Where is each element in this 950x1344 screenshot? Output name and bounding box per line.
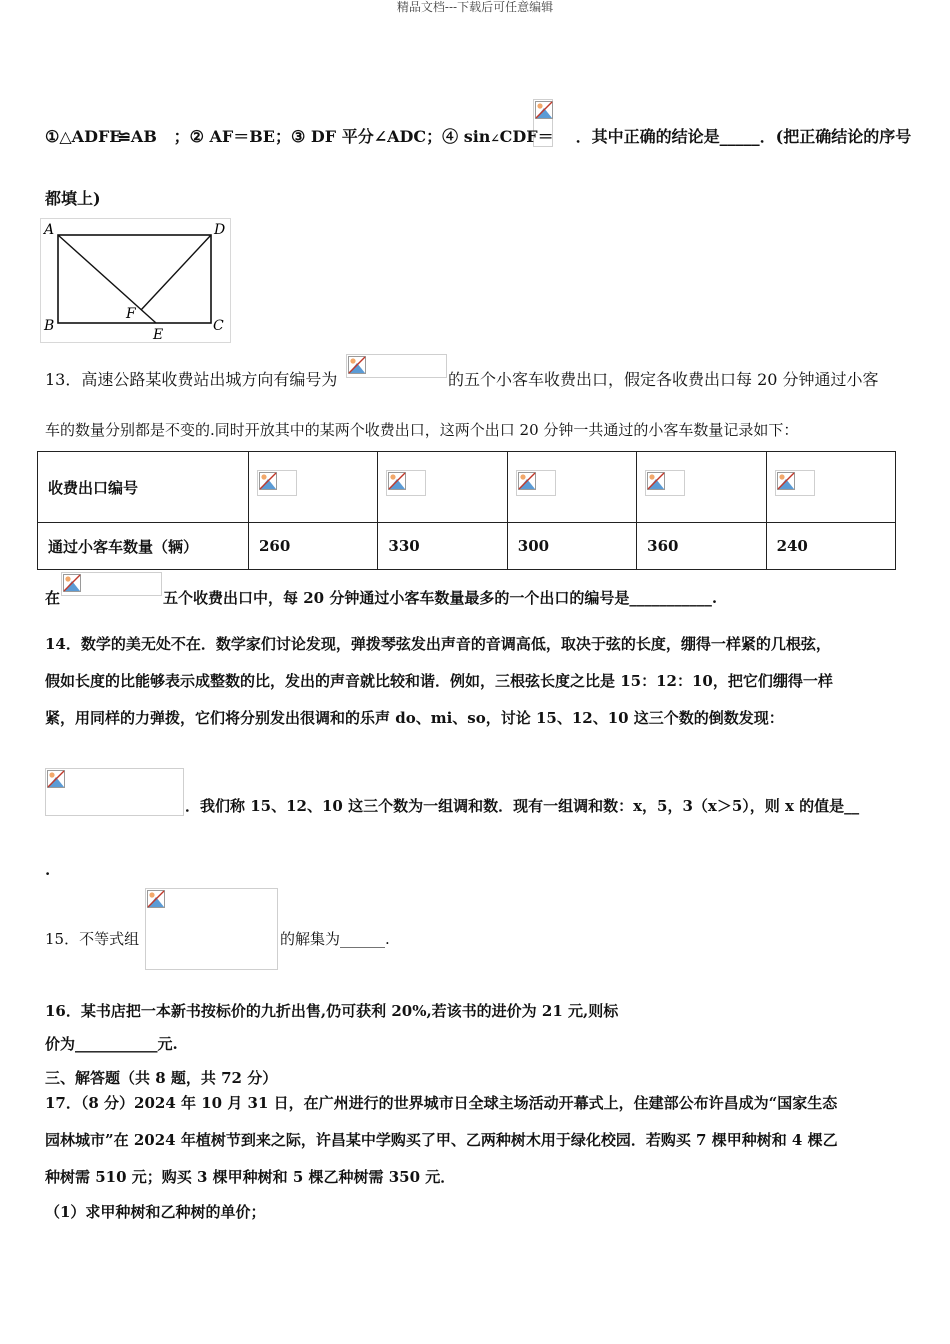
q15-a: 15．不等式组 [45,930,140,948]
label-f: F [126,306,136,322]
table-cell [766,452,895,523]
table-cell: 260 [249,523,378,570]
exit-traffic-table [37,451,896,570]
q15-b: 的解集为______. [280,930,390,948]
broken-image-icon [259,472,277,490]
formula-image-placeholder [386,470,426,496]
exit-numbers-image-placeholder [346,354,447,378]
table-cell [507,452,636,523]
q12-line1: ①△ADFE≌AB ；② AF＝BE；③ DF 平分∠ADC；④ sin∠CDF＝ ．其中正确的结论是_____．(把正确结论的序号 [45,127,912,146]
similar-symbol: ≌ [117,127,131,146]
formula-image-placeholder [257,470,297,496]
table-row [38,452,896,523]
q14-line5: . [45,861,51,879]
table-header-cell: 通过小客车数量（辆） [38,523,249,570]
q13-line1: 13．高速公路某收费站出城方向有编号为 [45,370,338,389]
label-c: C [213,318,224,334]
broken-image-icon [518,472,536,490]
table-cell: 360 [637,523,766,570]
broken-image-icon [147,890,165,908]
section-title: 三、解答题（共 8 题，共 72 分） [45,1069,278,1087]
table-cell: 330 [378,523,507,570]
q16-line2: 价为___________元. [45,1035,178,1053]
q13-after-a: 在 [45,589,61,607]
exit-numbers-image-placeholder [61,572,162,596]
table-cell [249,452,378,523]
broken-image-icon [388,472,406,490]
q17-sub1: （1）求甲种树和乙种树的单价； [45,1203,266,1221]
label-a: A [44,222,55,238]
q17-line1: 17．（8 分）2024 年 10 月 31 日，在广州进行的世界城市日全球主场活动开幕式上，住建部公布许昌成为“国家生态 [45,1094,838,1112]
table-cell [378,452,507,523]
table-cell: 300 [507,523,636,570]
inequality-system-image-placeholder [145,888,278,970]
table-row [38,523,896,570]
q14-line3: 紧，用同样的力弹拨，它们将分别发出很调和的乐声 do、mi、so，讨论 15、12、10 这三个数的倒数发现： [45,709,784,727]
table-header-cell: 收费出口编号 [38,452,249,523]
q14-line2: 假如长度的比能够表示成整数的比，发出的声音就比较和谐．例如，三根弦长度之比是 15：12：10，把它们绷得一样 [45,672,833,690]
q13-after-b: 五个收费出口中，每 20 分钟通过小客车数量最多的一个出口的编号是___________. [163,589,718,607]
broken-image-icon [535,101,553,119]
q13-line1-rest: 的五个小客车收费出口，假定各收费出口每 20 分钟通过小客 [448,370,879,389]
broken-image-icon [647,472,665,490]
broken-image-icon [47,770,65,788]
broken-image-icon [63,574,81,592]
q13-line2: 车的数量分别都是不变的.同时开放其中的某两个收费出口，这两个出口 20 分钟一共通过的小客车数量记录如下： [45,421,799,439]
q17-line2: 园林城市”在 2024 年植树节到来之际，许昌某中学购买了甲、乙两种树木用于绿化校园．若购买 7 棵甲种树和 4 棵乙 [45,1131,838,1149]
page-header: 精品文档---下载后可任意编辑 [396,0,554,14]
broken-image-icon [348,356,366,374]
formula-image-placeholder [45,768,184,816]
q14-line4: ．我们称 15、12、10 这三个数为一组调和数．现有一组调和数：x，5，3（x＞5），则 x 的值是__ [185,797,860,815]
broken-image-icon [777,472,795,490]
table-cell: 240 [766,523,895,570]
formula-image-placeholder [645,470,685,496]
label-e: E [153,327,164,343]
q17-line3: 种树需 510 元；购买 3 棵甲种树和 5 棵乙种树需 350 元． [45,1168,456,1186]
rectangle-figure [40,218,232,344]
table-cell [637,452,766,523]
formula-image-placeholder [775,470,815,496]
label-b: B [44,318,55,334]
q14-line1: 14．数学的美无处不在．数学家们讨论发现，弹拨琴弦发出声音的音调高低，取决于弦的长度，绷得一样紧的几根弦， [45,635,831,653]
q16-line1: 16．某书店把一本新书按标价的九折出售,仍可获利 20%,若该书的进价为 21 元,则标 [45,1002,619,1020]
q12-line2: 都填上) [45,189,101,208]
formula-image-placeholder [516,470,556,496]
label-d: D [214,222,226,238]
